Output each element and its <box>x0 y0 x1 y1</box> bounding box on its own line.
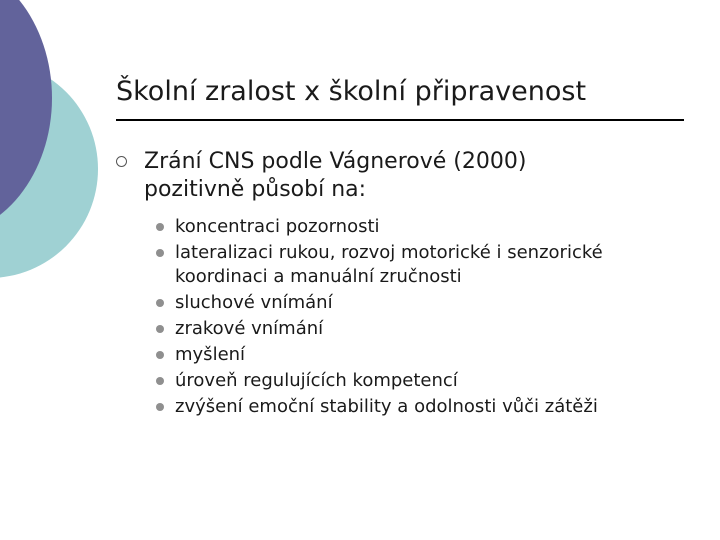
sub-bullet-text: úroveň regulujících kompetencí <box>175 370 458 391</box>
sub-bullet-item <box>156 395 696 419</box>
main-bullet-list <box>116 148 696 421</box>
sub-bullet-item <box>156 317 696 341</box>
slide-title-bold: Školní zralost <box>116 76 296 107</box>
dot-bullet-icon <box>156 351 164 359</box>
dot-bullet-icon <box>156 299 164 307</box>
sub-bullet-item <box>156 215 696 239</box>
slide-title-rest: x školní připravenost <box>295 76 587 107</box>
sub-bullet-list <box>144 215 696 419</box>
sub-bullet-text: zvýšení emoční stability a odolnosti vůči zátěži <box>175 396 598 417</box>
main-bullet-text: Zrání CNS podle Vágnerové (2000) pozitivně působí na: <box>144 149 527 202</box>
sub-bullet-item <box>156 343 696 367</box>
slide-title <box>116 72 586 112</box>
dot-bullet-icon <box>156 249 164 257</box>
dot-bullet-icon <box>156 223 164 231</box>
ring-bullet-icon <box>116 156 127 167</box>
sub-bullet-text: lateralizaci rukou, rozvoj motorické i senzorické koordinaci a manuální zručnosti <box>175 242 603 287</box>
sub-bullet-item <box>156 369 696 393</box>
dot-bullet-icon <box>156 377 164 385</box>
sub-bullet-text: zrakové vnímání <box>175 318 324 339</box>
dot-bullet-icon <box>156 403 164 411</box>
sub-bullet-item <box>156 291 696 315</box>
main-bullet-item <box>116 148 696 419</box>
sub-bullet-text: sluchové vnímání <box>175 292 333 313</box>
sub-bullet-item <box>156 241 696 289</box>
sub-bullet-text: koncentraci pozornosti <box>175 216 380 237</box>
dot-bullet-icon <box>156 325 164 333</box>
sub-bullet-text: myšlení <box>175 344 246 365</box>
title-underline <box>116 119 684 121</box>
